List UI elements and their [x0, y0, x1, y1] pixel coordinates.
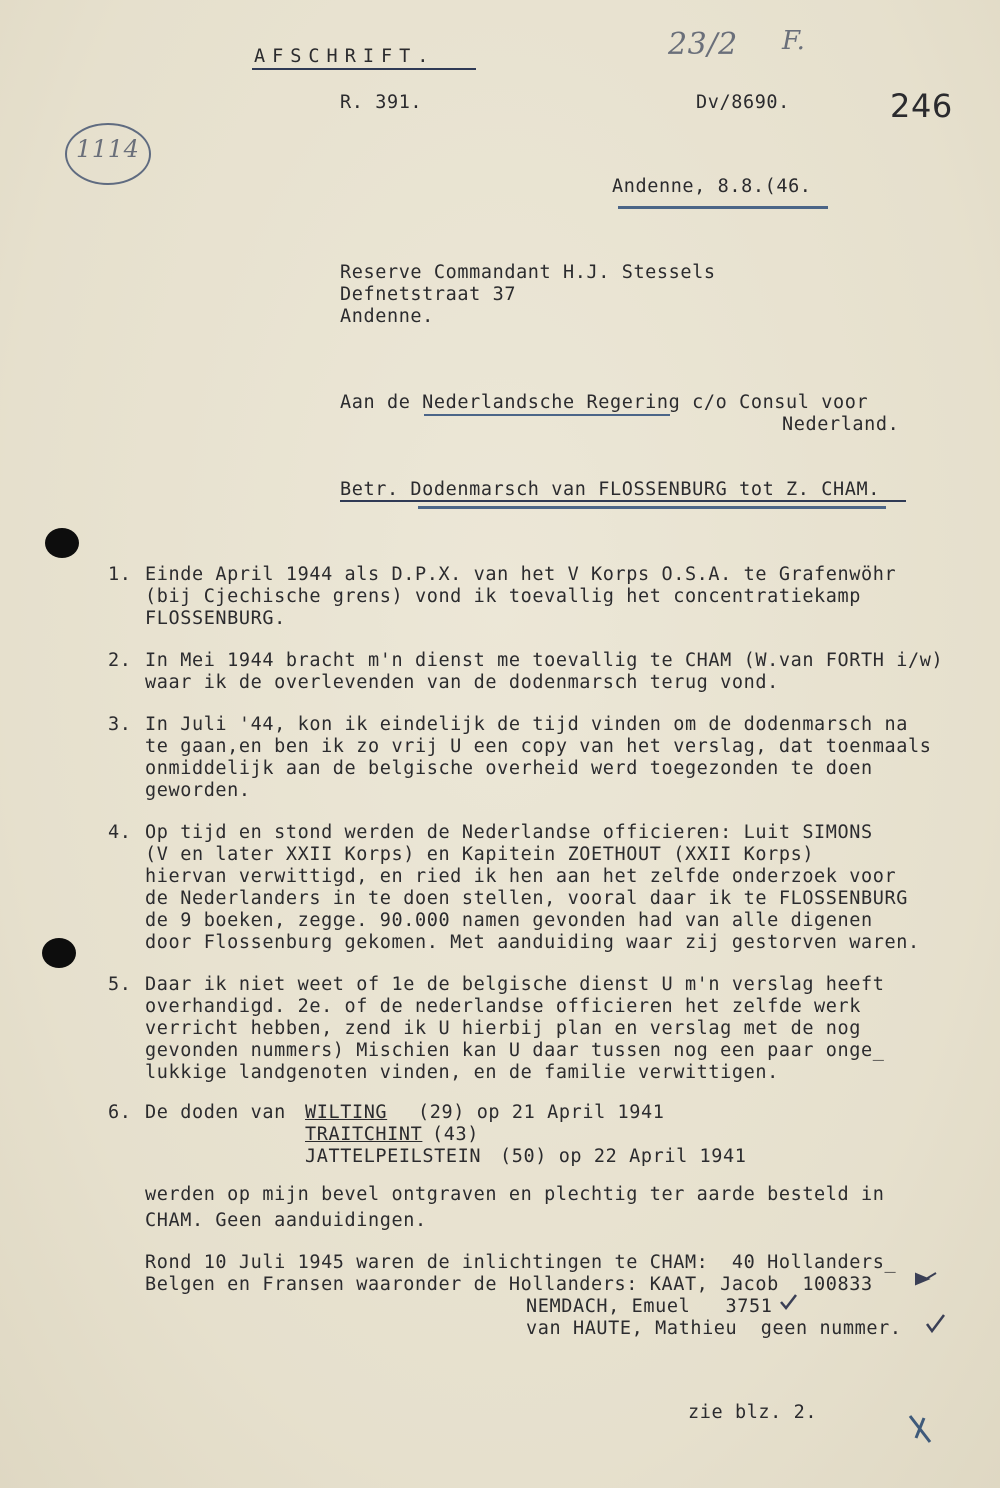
item-1-number: 1.: [108, 564, 132, 585]
item-3-number: 3.: [108, 714, 132, 735]
item-6-followup: CHAM. Geen aanduidingen.: [145, 1210, 427, 1231]
item-2-line: waar ik de overlevenden van de dodenmarsch terug vond.: [145, 672, 779, 693]
death-details: (29) op 21 April 1941: [418, 1102, 665, 1123]
handwritten-folio: 23/2: [668, 27, 738, 62]
arrow-mark-icon: [914, 1270, 938, 1288]
item-4-line: (V en later XXII Korps) en Kapitein ZOETHOUT (XXII Korps): [145, 844, 815, 865]
death-name: WILTING: [305, 1102, 388, 1123]
item-4-line: de Nederlanders in te doen stellen, vooral daar ik te FLOSSENBURG: [145, 888, 908, 909]
addressee-underline: [424, 414, 670, 416]
item-3-line: In Juli '44, kon ik eindelijk de tijd vinden om de dodenmarsch na: [145, 714, 908, 735]
item-5-line: lukkige landgenoten vinden, en de familie verwittigen.: [145, 1062, 779, 1083]
date-underline: [618, 206, 828, 209]
item-6-followup: werden op mijn bevel ontgraven en plechtig ter aarde besteld in: [145, 1184, 885, 1205]
subject-blue-underline: [418, 506, 886, 509]
handwritten-letter: F.: [782, 26, 806, 56]
death-details: (43): [432, 1124, 479, 1145]
item-2-line: In Mei 1944 bracht m'n dienst me toevallig te CHAM (W.van FORTH i/w): [145, 650, 944, 671]
item-3-line: geworden.: [145, 780, 251, 801]
place-date: Andenne, 8.8.(46.: [612, 176, 812, 197]
item-6-number: 6.: [108, 1102, 132, 1123]
sender-street: Defnetstraat 37: [340, 284, 517, 305]
item-3-line: te gaan,en ben ik zo vrij U een copy van het verslag, dat toenmaals: [145, 736, 932, 757]
item-4-line: de 9 boeken, zegge. 90.000 namen gevonden had van alle digenen: [145, 910, 873, 931]
check-mark-icon: [924, 1312, 946, 1334]
item-4-line: hiervan verwittigd, en ried ik hen aan het zelfde onderzoek voor: [145, 866, 897, 887]
pencil-mark-icon: [906, 1412, 936, 1446]
closing-line: NEMDACH, Emuel 3751: [526, 1296, 773, 1317]
item-4-line: Op tijd en stond werden de Nederlandse officieren: Luit SIMONS: [145, 822, 873, 843]
death-name: JATTELPEILSTEIN: [305, 1146, 482, 1167]
addressee-line-1: Aan de Nederlandsche Regering c/o Consul voor: [340, 392, 869, 413]
check-mark-icon: [778, 1292, 798, 1312]
item-1-line: FLOSSENBURG.: [145, 608, 286, 629]
death-details: (50) op 22 April 1941: [500, 1146, 747, 1167]
item-6-intro: De doden van: [145, 1102, 286, 1123]
reference-right: Dv/8690.: [696, 92, 790, 113]
item-1-line: Einde April 1944 als D.P.X. van het V Korps O.S.A. te Grafenwöhr: [145, 564, 897, 585]
title-underline: [252, 68, 476, 70]
death-name: TRAITCHINT: [305, 1124, 423, 1145]
punch-hole-bottom: [42, 938, 76, 968]
item-4-line: door Flossenburg gekomen. Met aanduiding waar zij gestorven waren.: [145, 932, 920, 953]
punch-hole-top: [45, 528, 79, 558]
item-5-number: 5.: [108, 974, 132, 995]
item-3-line: onmiddelijk aan de belgische overheid werd toegezonden te doen: [145, 758, 873, 779]
subject-underline: [340, 500, 906, 502]
document-title: AFSCHRIFT.: [254, 46, 436, 67]
item-4-number: 4.: [108, 822, 132, 843]
item-5-line: Daar ik niet weet of 1e de belgische dienst U m'n verslag heeft: [145, 974, 885, 995]
item-2-number: 2.: [108, 650, 132, 671]
closing-line: van HAUTE, Mathieu geen nummer.: [526, 1318, 902, 1339]
sender-name: Reserve Commandant H.J. Stessels: [340, 262, 716, 283]
circled-number: 1114: [76, 135, 140, 163]
item-5-line: gevonden nummers) Mischien kan U daar tussen nog een paar onge_: [145, 1040, 885, 1061]
item-5-line: overhandigd. 2e. of de nederlandse officieren het zelfde werk: [145, 996, 862, 1017]
closing-line: Belgen en Fransen waaronder de Hollanders: KAAT, Jacob 100833: [145, 1274, 873, 1295]
item-1-line: (bij Cjechische grens) vond ik toevallig het concentratiekamp: [145, 586, 862, 607]
page-continuation: zie blz. 2.: [688, 1402, 818, 1423]
sender-city: Andenne.: [340, 306, 434, 327]
reference-left: R. 391.: [340, 92, 423, 113]
subject-line: Betr. Dodenmarsch van FLOSSENBURG tot Z. CHAM.: [340, 479, 880, 500]
item-5-line: verricht hebben, zend ik U hierbij plan en verslag met de nog: [145, 1018, 862, 1039]
addressee-line-2: Nederland.: [782, 414, 900, 435]
page-stamp-number: 246: [890, 87, 953, 125]
closing-line: Rond 10 Juli 1945 waren de inlichtingen te CHAM: 40 Hollanders_: [145, 1252, 897, 1273]
